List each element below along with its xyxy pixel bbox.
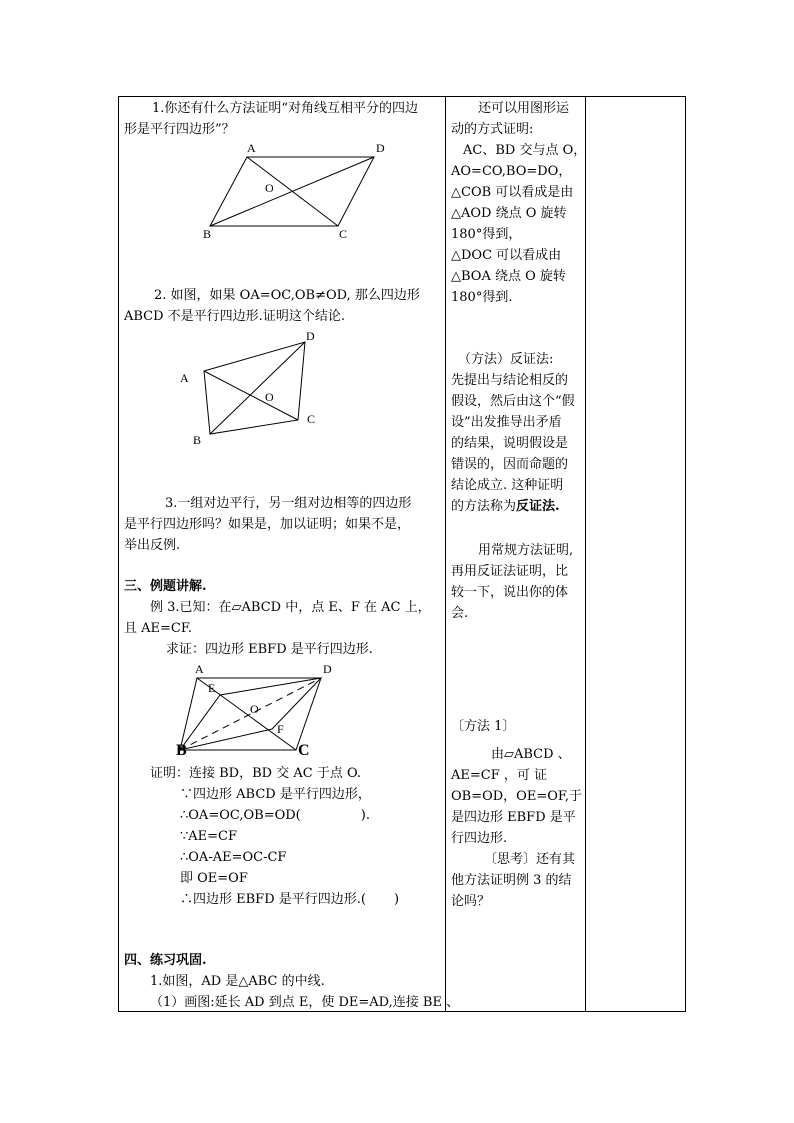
example-3-line-2: 且 AE=CF. — [124, 621, 192, 636]
fig1-label-o: O — [265, 181, 274, 195]
note-4-heading: 〔方法 1〕 — [451, 719, 516, 734]
note-2-line-6: 结论成立. 这种证明 — [451, 478, 564, 493]
note-1-line-7: 180°得到， — [451, 227, 522, 242]
section-3-title: 三、例题讲解. — [124, 579, 207, 594]
note-3-line-3: 较一下，说出你的体 — [451, 585, 569, 600]
note-2-line-4: 的结果，说明假设是 — [451, 436, 569, 451]
note-2-line-5: 错误的，因而命题的 — [451, 457, 569, 472]
fig1-label-c: C — [339, 227, 348, 241]
proof-line-2: ∵四边形 ABCD 是平行四边形， — [180, 787, 371, 802]
fig1-label-a: A — [247, 141, 256, 155]
fig1-label-d: D — [376, 141, 385, 155]
note-4-line-1: 由▱ABCD 、 — [491, 747, 571, 762]
fig3-label-f: F — [277, 722, 284, 736]
note-3-line-4: 会. — [451, 606, 469, 621]
fig1-label-b: B — [203, 227, 212, 241]
note-2-heading: （方法）反证法: — [458, 352, 554, 367]
fig2-label-d: D — [306, 329, 315, 343]
note-1-line-3: AC、BD 交与点 O， — [463, 143, 587, 158]
question-3-line-3: 举出反例. — [124, 538, 181, 553]
question-1-line-2: 形是平行四边形”？ — [124, 122, 235, 137]
question-3-line-2: 是平行四边形吗？如果是，加以证明；如果不是， — [124, 517, 411, 532]
example-3-prove: 求证：四边形 EBFD 是平行四边形. — [166, 642, 373, 657]
fig2-label-a: A — [180, 371, 189, 385]
fig2-label-c: C — [307, 412, 316, 426]
example-3-line-1: 例 3.已知：在▱ABCD 中，点 E、F 在 AC 上， — [150, 600, 431, 615]
note-1-line-9: △BOA 绕点 O 旋转 — [451, 269, 566, 284]
fig3-label-a: A — [195, 662, 204, 676]
proof-line-7: ∴四边形 EBFD 是平行四边形.( ) — [180, 892, 400, 907]
note-2-line-1: 先提出与结论相反的 — [451, 373, 569, 388]
note-3-line-1: 用常规方法证明, — [478, 543, 574, 558]
question-3-line-1: 3.一组对边平行，另一组对边相等的四边形 — [165, 496, 412, 511]
fig2-label-b: B — [193, 433, 202, 447]
note-5-line-1: 〔思考〕还有其 — [484, 852, 576, 867]
note-4-line-4: 是四边形 EBFD 是平 — [451, 810, 576, 825]
note-4-line-2: AE=CF ，可 证 — [451, 768, 548, 783]
note-2-line-2: 假设，然后由这个“假 — [451, 394, 575, 409]
note-4-line-5: 行四边形. — [451, 831, 508, 846]
note-1-line-4: AO=CO,BO=DO， — [451, 164, 572, 179]
question-2-line-2: ABCD 不是平行四边形.证明这个结论. — [124, 309, 345, 324]
section-4-title: 四、练习巩固. — [124, 953, 207, 968]
note-1-line-6: △AOD 绕点 O 旋转 — [451, 206, 567, 221]
note-1-line-10: 180°得到. — [451, 290, 513, 305]
exercise-1-line-2: （1）画图:延长 AD 到点 E，使 DE=AD,连接 BE 、 — [150, 995, 460, 1010]
note-3-line-2: 再用反证法证明，比 — [451, 564, 569, 579]
note-1-line-8: △DOC 可以看成由 — [451, 248, 562, 263]
note-2-line-7: 的方法称为反证法. — [451, 499, 560, 514]
fig3-label-e: E — [208, 681, 216, 695]
fig3-label-c: C — [298, 742, 310, 759]
fig3-label-d: D — [323, 662, 332, 676]
proof-line-3: ∴OA=OC,OB=OD( ). — [180, 808, 370, 823]
note-1-line-2: 动的方式证明: — [451, 122, 534, 137]
question-2-line-1: 2. 如图，如果 OA=OC,OB≠OD, 那么四边形 — [154, 288, 420, 303]
proof-line-1: 证明：连接 BD，BD 交 AC 于点 O. — [150, 766, 361, 781]
fig3-label-b: B — [176, 742, 187, 759]
proof-line-5: ∴OA-AE=OC-CF — [180, 850, 287, 865]
note-2-line-3: 设”出发推导出矛盾 — [451, 415, 562, 430]
note-1-line-5: △COB 可以看成是由 — [451, 185, 574, 200]
proof-line-4: ∵AE=CF — [180, 829, 238, 844]
fig2-label-o: O — [265, 390, 274, 404]
note-1-line-1: 还可以用图形运 — [478, 101, 570, 116]
note-5-line-3: 论吗？ — [451, 894, 491, 909]
note-4-line-3: OB=OD，OE=OF,于 — [451, 789, 583, 804]
proof-line-6: 即 OE=OF — [180, 871, 248, 886]
question-1-line-1: 1.你还有什么方法证明“对角线互相平分的四边 — [152, 101, 419, 116]
fig3-label-o: O — [250, 702, 259, 716]
note-5-line-2: 他方法证明例 3 的结 — [451, 873, 572, 888]
exercise-1-line-1: 1.如图，AD 是△ABC 的中线. — [150, 974, 325, 989]
